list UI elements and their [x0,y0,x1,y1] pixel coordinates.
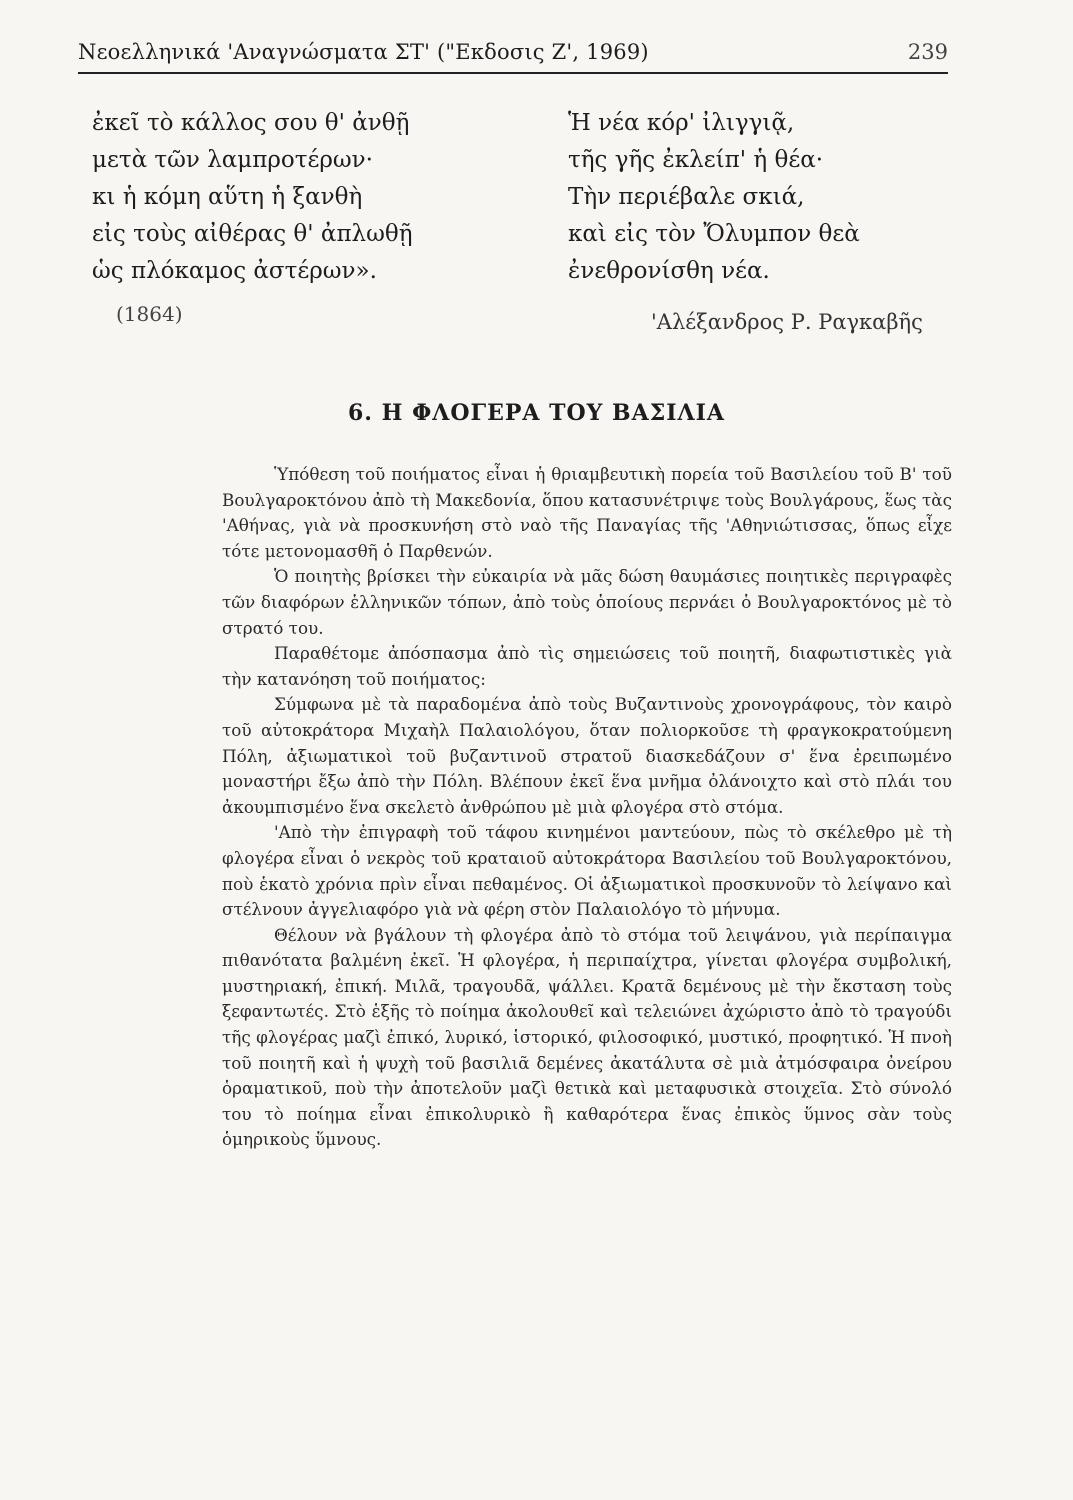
paragraph: Ὁ ποιητὴς βρίσκει τὴν εὐκαιρία νὰ μᾶς δώση θαυμάσιες ποιητικὲς περιγραφὲς τῶν διαφόρων ἑλληνικῶν τόπων, ἀπὸ τοὺς ὁποίους περνάει ὁ Βουλγαροκτόνος μὲ τὸ στρατό του. [222,566,952,638]
poem-line: Ἡ νέα κόρ' ἰλιγγιᾷ, [568,110,795,136]
running-header [78,40,948,74]
poem-line: ἐκεῖ τὸ κάλλος σου θ' ἀνθῇ [92,110,410,136]
page-number: 239 [907,40,948,64]
paragraph: Παραθέτομε ἀπόσπασμα ἀπὸ τὶς σημειώσεις τοῦ ποιητῆ, διαφωτιστικὲς γιὰ τὴν κατανόηση τοῦ ποιήματος: [222,643,952,689]
poem-right-column [568,105,860,290]
paragraph: Σύμφωνα μὲ τὰ παραδομένα ἀπὸ τοὺς Βυζαντινοὺς χρονογράφους, τὸν καιρὸ τοῦ αὐτοκράτορα Μιχαὴλ Παλαιολόγου, ὅταν πολιορκοῦσε τὴ φραγκοκρατούμενη Πόλη, ἀξιωματικοὶ τοῦ βυζαντινοῦ στρατοῦ διασκεδάζουν σ' ἕνα ἐρειπωμένο μοναστήρι ἔξω ἀπὸ τὴν Πόλη. Βλέπουν ἐκεῖ ἕνα μνῆμα ὀλάνοιχτο καὶ στὸ πλάι του ἀκουμπισμένο ἕνα σκελετὸ ἀνθρώπου μὲ μιὰ φλογέρα στὸ στόμα. [222,694,952,817]
poem-left-column [92,105,413,290]
paragraph: 'Απὸ τὴν ἐπιγραφὴ τοῦ τάφου κινημένοι μαντεύουν, πὼς τὸ σκέλεθρο μὲ τὴ φλογέρα εἶναι ὁ νεκρὸς τοῦ κραταιοῦ αὐτοκράτορα Βασιλείου τοῦ Βουλγαροκτόνου, ποὺ ἑκατὸ χρόνια πρὶν εἶναι πεθαμένος. Οἱ ἀξιωματικοὶ προσκυνοῦν τὸ λείψανο καὶ στέλνουν ἀγγελιαφόρο γιὰ νὰ φέρη στὸν Παλαιολόγο τὸ μήνυμα. [222,822,952,920]
poem-line: Τὴν περιέβαλε σκιά, [568,184,805,210]
section-title-text: Η ΦΛΟΓΕΡΑ ΤΟΥ ΒΑΣΙΛΙΑ [381,400,725,426]
paragraph: Θέλουν νὰ βγάλουν τὴ φλογέρα ἀπὸ τὸ στόμα τοῦ λειψάνου, γιὰ περίπαιγμα πιθανότατα βαλμένη ἐκεῖ. Ἡ φλογέρα, ἡ περιπαίχτρα, γίνεται φλογέρα συμβολική, μυστηριακή, ἐπική. Μιλᾶ, τραγουδᾶ, ψάλλει. Κρατᾶ δεμένους μὲ τὴν ἔκσταση τοὺς ξεφαντωτές. Στὸ ἑξῆς τὸ ποίημα ἀκολουθεῖ καὶ τελειώνει ἀχώριστο ἀπὸ τὸ τραγούδι τῆς φλογέρας μαζὶ ἐπικό, λυρικό, ἱστορικό, φιλοσοφικό, μυστικό, προφητικό. Ἡ πνοὴ τοῦ ποιητῆ καὶ ἡ ψυχὴ τοῦ βασιλιᾶ δεμένες ἀκατάλυτα σὲ μιὰ ἀτμόσφαιρα ὀνείρου ὁραματικοῦ, ποὺ τὴν ἀποτελοῦν μαζὶ θετικὰ καὶ μεταφυσικὰ στοιχεῖα. Στὸ σύνολό του τὸ ποίημα εἶναι ἐπικολυρικὸ ἢ καθαρότερα ἕνας ἐπικὸς ὕμνος σὰν τοὺς ὁμηρικοὺς ὕμνους. [222,924,952,1150]
section-heading [0,400,1073,426]
poem-line: ὡς πλόκαμος ἀστέρων». [92,258,377,284]
poem-line: εἰς τοὺς αἰθέρας θ' ἀπλωθῇ [92,221,413,247]
poem-line: τῆς γῆς ἐκλείπ' ἡ θέα· [568,147,824,173]
poem-line: κι ἡ κόμη αὕτη ἡ ξανθὴ [92,184,363,210]
poem-author: 'Αλέξανδρος Ρ. Ραγκαβῆς [651,310,923,334]
poem-line: καὶ εἰς τὸν Ὄλυμπον θεὰ [568,221,860,247]
book-title: Νεοελληνικά 'Αναγνώσματα ΣΤ' ("Εκδοσις Ζ', 1969) [78,40,649,64]
poem-line: ἐνεθρονίσθη νέα. [568,258,770,284]
paragraph: Ὑπόθεση τοῦ ποιήματος εἶναι ἡ θριαμβευτικὴ πορεία τοῦ Βασιλείου τοῦ Β' τοῦ Βουλγαροκτόνου ἀπὸ τὴ Μακεδονία, ὅπου κατασυνέτριψε τοὺς Βουλγάρους, ἕως τὰς 'Αθήνας, γιὰ νὰ προσκυνήση στὸ ναὸ τῆς Παναγίας τῆς 'Αθηνιώτισσας, ὅπως εἶχε τότε μετονομασθῆ ὁ Παρθενών. [222,464,952,561]
prose-body [222,462,952,1153]
poem-line: μετὰ τῶν λαμπροτέρων· [92,147,373,173]
poem-year: (1864) [116,302,183,326]
section-number: 6. [348,400,373,426]
